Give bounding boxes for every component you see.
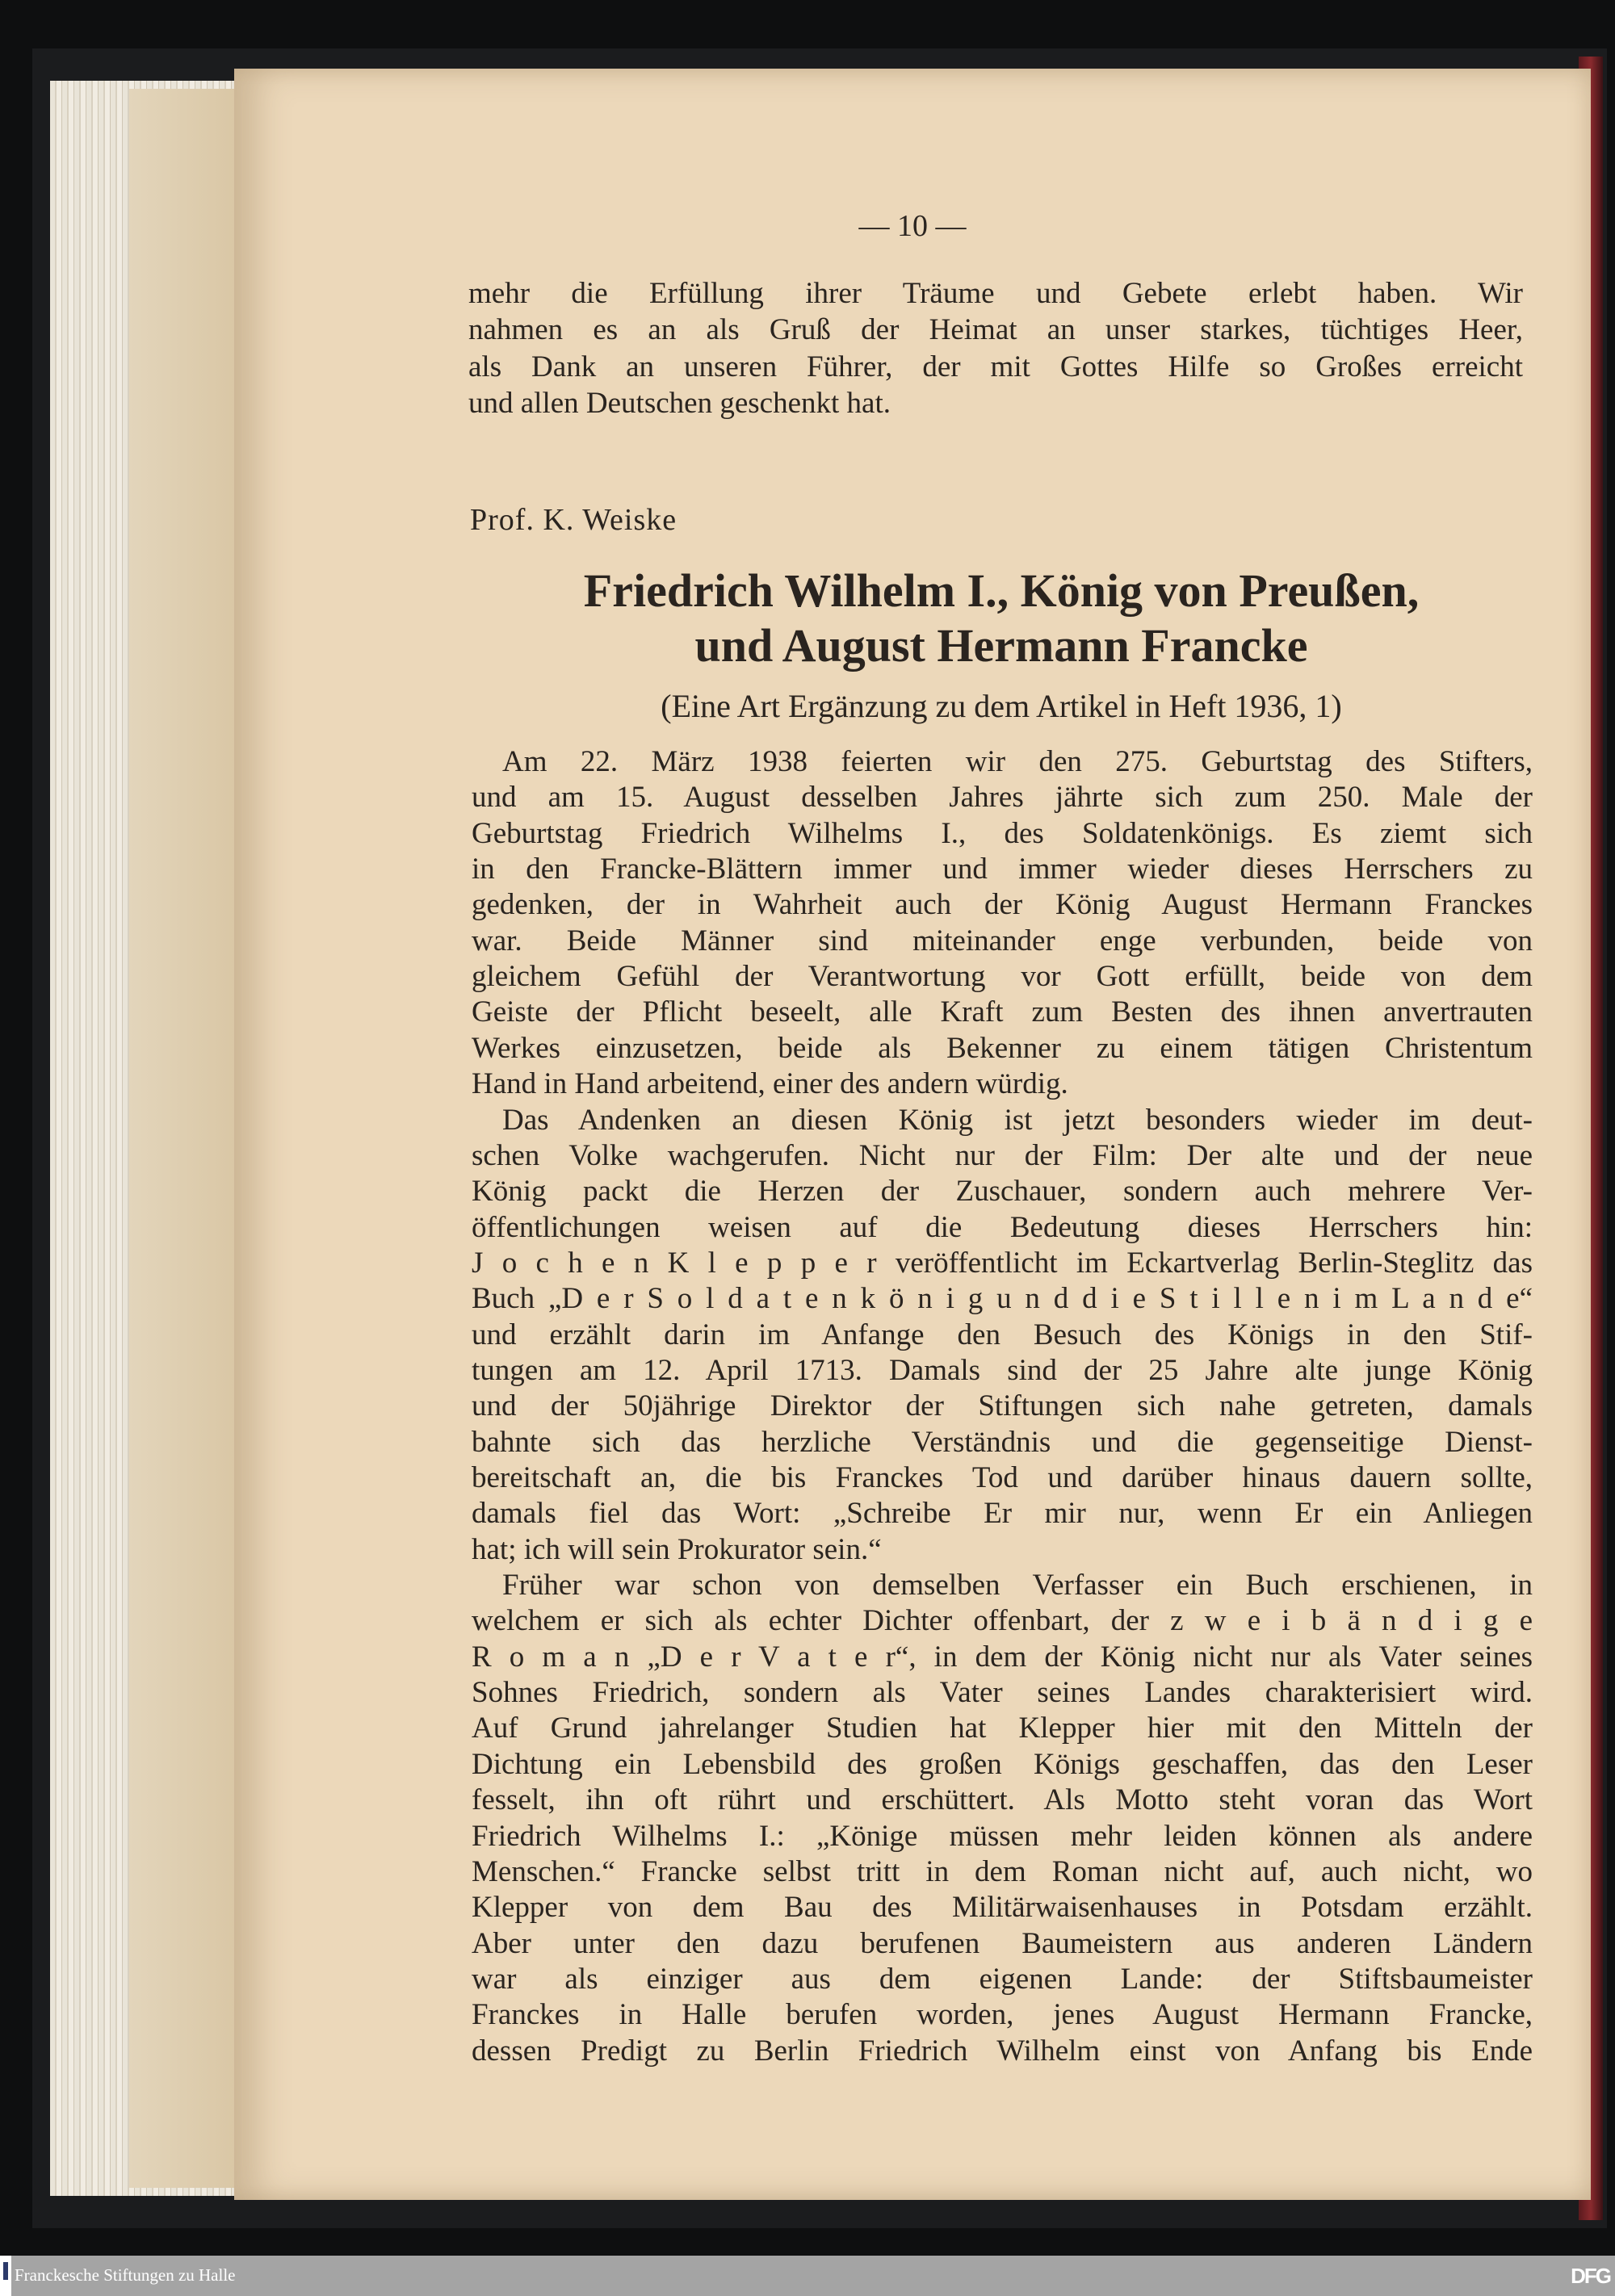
text-line: dessen Predigt zu Berlin Friedrich Wilhelm einst von Anfang bis Ende (472, 2034, 1533, 2068)
text-line: König packt die Herzen der Zuschauer, sondern auch mehrere Ver- (472, 1175, 1533, 1209)
article-subtitle: (Eine Art Ergänzung zu dem Artikel in Heft 1936, 1) (661, 688, 1342, 724)
institution-name: Franckesche Stiftungen zu Halle (15, 2265, 236, 2285)
article-title-line-2: und August Hermann Francke (694, 619, 1308, 672)
text-line: Hand in Hand arbeitend, einer des andern würdig. (472, 1067, 1068, 1101)
text-line: Am 22. März 1938 feierten wir den 275. Geburtstag des Stifters, (502, 745, 1533, 778)
text-line: Das Andenken an diesen König ist jetzt besonders wieder im deut- (502, 1103, 1533, 1137)
text-line: in den Francke-Blättern immer und immer wieder dieses Herrschers zu (472, 853, 1533, 886)
text-line: und am 15. August desselben Jahres jährte sich zum 250. Male der (472, 781, 1533, 815)
text-line: öffentlichungen weisen auf die Bedeutung dieses Herrschers hin: (472, 1210, 1533, 1244)
text-line: Früher war schon von demselben Verfasser ein Buch erschienen, in (502, 1569, 1533, 1603)
text-line: Geiste der Pflicht beseelt, alle Kraft zum Besten des ihnen anvertrauten (472, 995, 1533, 1029)
text-line: Klepper von dem Bau des Militärwaisenhauses in Potsdam erzählt. (472, 1891, 1533, 1925)
text-line: tungen am 12. April 1713. Damals sind der 25 Jahre alte junge König (472, 1353, 1533, 1387)
text-line: Dichtung ein Lebensbild des großen Königs geschaffen, das den Leser (472, 1747, 1533, 1781)
article-author: Prof. K. Weiske (470, 503, 677, 537)
text-line: Aber unter den dazu berufenen Baumeistern aus anderen Ländern (472, 1926, 1533, 1960)
article-title-line-1: Friedrich Wilhelm I., König von Preußen, (583, 564, 1420, 617)
text-line: fesselt, ihn oft rührt und erschüttert. Als Motto steht voran das Wort (472, 1783, 1533, 1817)
text-line: Sohnes Friedrich, sondern als Vater seines Landes charakterisiert wird. (472, 1676, 1533, 1710)
text-line: als Dank an unseren Führer, der mit Gottes Hilfe so Großes erreicht (468, 350, 1523, 383)
text-line: schen Volke wachgerufen. Nicht nur der Film: Der alte und der neue (472, 1138, 1533, 1172)
text-line: Auf Grund jahrelanger Studien hat Klepper hier mit den Mitteln der (472, 1712, 1533, 1745)
text-line: gleichem Gefühl der Verantwortung vor Gott erfüllt, beide von dem (472, 960, 1533, 994)
text-line: J o c h e n K l e p p e r veröffentlicht im Eckartverlag Berlin-Steglitz das (472, 1246, 1533, 1280)
text-line: R o m a n „D e r V a t e r“, in dem der König nicht nur als Vater seines (472, 1640, 1533, 1674)
text-line: Geburtstag Friedrich Wilhelms I., des Soldatenkönigs. Es ziemt sich (472, 816, 1533, 850)
text-line: Friedrich Wilhelms I.: „Könige müssen mehr leiden können als andere (472, 1819, 1533, 1853)
text-line: war als einziger aus dem eigenen Lande: der Stiftsbaumeister (472, 1962, 1533, 1996)
footer-bar (0, 2256, 1615, 2296)
text-line: nahmen es an als Gruß der Heimat an unser starkes, tüchtiges Heer, (468, 313, 1523, 347)
institution-logo-icon (0, 2256, 11, 2296)
page-number: — 10 — (858, 209, 967, 243)
text-line: war. Beide Männer sind miteinander enge verbunden, beide von (472, 924, 1533, 957)
text-line: Buch „D e r S o l d a t e n k ö n i g u n d d i e S t i l l e n i m L a n d e“ (472, 1282, 1533, 1316)
text-line: Menschen.“ Francke selbst tritt in dem Roman nicht auf, auch nicht, wo (472, 1854, 1533, 1888)
text-line: bahnte sich das herzliche Verständnis und die gegenseitige Dienst- (472, 1425, 1533, 1459)
dfg-logo: DFG (1571, 2264, 1610, 2288)
text-line: gedenken, der in Wahrheit auch der König August Hermann Franckes (472, 888, 1533, 922)
text-line: Werkes einzusetzen, beide als Bekenner zu einem tätigen Christentum (472, 1031, 1533, 1065)
text-line: bereitschaft an, die bis Franckes Tod und darüber hinaus dauern sollte, (472, 1461, 1533, 1494)
text-line: Franckes in Halle berufen worden, jenes August Hermann Francke, (472, 1998, 1533, 2032)
text-line: damals fiel das Wort: „Schreibe Er mir nur, wenn Er ein Anliegen (472, 1497, 1533, 1531)
text-line: hat; ich will sein Prokurator sein.“ (472, 1532, 882, 1566)
text-line: und der 50jährige Direktor der Stiftungen sich nahe getreten, damals (472, 1389, 1533, 1423)
text-line: und erzählt darin im Anfange den Besuch des Königs in den Stif- (472, 1318, 1533, 1351)
page-edges-inner (129, 89, 242, 2188)
text-line: welchem er sich als echter Dichter offenbart, der z w e i b ä n d i g e (472, 1604, 1533, 1638)
text-line: mehr die Erfüllung ihrer Träume und Gebete erlebt haben. Wir (468, 277, 1523, 310)
text-line: und allen Deutschen geschenkt hat. (468, 386, 891, 420)
